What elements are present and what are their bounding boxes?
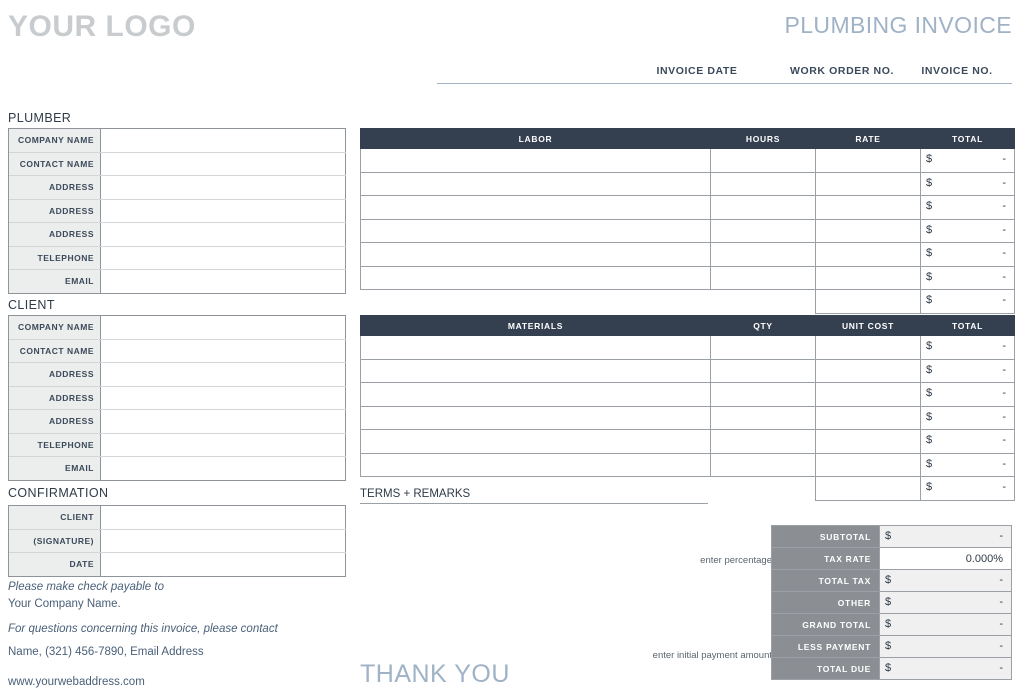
table-row[interactable]	[361, 383, 1015, 407]
currency-symbol: $	[926, 153, 933, 165]
materials-cell-total	[921, 453, 1015, 477]
labor-cell-total	[921, 219, 1015, 243]
labor-cell-hours[interactable]	[711, 196, 816, 220]
spacer	[361, 290, 711, 314]
labor-cell-hours[interactable]	[711, 266, 816, 290]
label: ADDRESS	[9, 200, 101, 223]
label: ADDRESS	[9, 387, 101, 410]
footer-payable-note: Please make check payable to	[8, 581, 164, 593]
materials-cell-desc[interactable]	[361, 383, 711, 407]
plumber-row-address-3[interactable]	[9, 223, 346, 247]
terms-divider	[360, 503, 708, 504]
currency-symbol: $	[885, 662, 892, 674]
labor-col-total: TOTAL	[921, 129, 1015, 149]
labor-cell-desc[interactable]	[361, 172, 711, 196]
labor-cell-rate[interactable]	[816, 149, 921, 173]
materials-cell-total	[921, 359, 1015, 383]
plumber-row-address-1[interactable]	[9, 176, 346, 200]
amount: -	[1002, 363, 1006, 376]
materials-cell-total	[921, 336, 1015, 360]
summary-label: TAX RATE	[772, 548, 880, 570]
materials-cell-unit-cost[interactable]	[816, 359, 921, 383]
labor-cell-hours[interactable]	[711, 243, 816, 267]
materials-cell-desc[interactable]	[361, 336, 711, 360]
currency-symbol: $	[926, 457, 933, 470]
materials-cell-unit-cost[interactable]	[816, 430, 921, 454]
label: COMPANY NAME	[9, 316, 101, 339]
materials-col-unit-cost: UNIT COST	[816, 316, 921, 336]
label: (SIGNATURE)	[9, 530, 101, 553]
currency-symbol: $	[926, 223, 933, 236]
materials-cell-qty[interactable]	[711, 336, 816, 360]
table-row[interactable]	[361, 196, 1015, 220]
labor-cell-desc[interactable]	[361, 196, 711, 220]
header-field-invoice-no: INVOICE NO.	[921, 65, 993, 77]
amount: -	[1002, 434, 1006, 446]
summary-label: TOTAL DUE	[772, 658, 880, 680]
currency-symbol: $	[926, 340, 933, 352]
header-field-invoice-date: INVOICE DATE	[656, 65, 738, 77]
currency-symbol: $	[926, 200, 933, 212]
summary-label: GRAND TOTAL	[772, 614, 880, 636]
amount: -	[1002, 270, 1006, 283]
footer-website: www.yourwebaddress.com	[8, 676, 145, 688]
value[interactable]	[101, 316, 346, 339]
materials-cell-desc[interactable]	[361, 359, 711, 383]
client-heading: CLIENT	[8, 298, 55, 312]
currency-symbol: $	[885, 530, 892, 542]
value[interactable]	[101, 223, 346, 246]
value[interactable]	[101, 530, 346, 553]
value[interactable]	[101, 176, 346, 199]
table-row[interactable]	[361, 172, 1015, 196]
labor-cell-rate[interactable]	[816, 243, 921, 267]
label: TELEPHONE	[9, 247, 101, 270]
amount: -	[999, 618, 1003, 630]
currency-symbol: $	[926, 410, 933, 423]
plumber-row-email[interactable]	[9, 270, 346, 294]
table-row[interactable]	[361, 453, 1015, 477]
footer-questions-note: For questions concerning this invoice, please contact	[8, 623, 278, 635]
labor-cell-rate[interactable]	[816, 172, 921, 196]
summary-label: SUBTOTAL	[772, 526, 880, 548]
summary-label: LESS PAYMENT	[772, 636, 880, 658]
materials-cell-qty[interactable]	[711, 406, 816, 430]
summary-value	[880, 658, 1012, 680]
amount: -	[999, 662, 1003, 674]
header-fields	[437, 65, 1012, 84]
summary-row-grand-total	[772, 614, 1012, 636]
labor-table	[360, 128, 1015, 314]
labor-cell-desc[interactable]	[361, 219, 711, 243]
labor-col-hours: HOURS	[711, 129, 816, 149]
currency-symbol: $	[885, 618, 892, 630]
table-row[interactable]	[361, 219, 1015, 243]
materials-cell-total	[921, 430, 1015, 454]
client-row-address-1[interactable]	[9, 363, 346, 387]
amount: -	[1002, 481, 1006, 493]
confirmation-row-client[interactable]	[9, 506, 346, 530]
materials-cell-unit-cost[interactable]	[816, 383, 921, 407]
less-payment-input[interactable]	[880, 636, 1012, 658]
labor-cell-rate[interactable]	[816, 196, 921, 220]
summary-row-subtotal	[772, 526, 1012, 548]
labor-total-row	[361, 290, 1015, 314]
plumber-row-address-2[interactable]	[9, 200, 346, 224]
labor-cell-total	[921, 243, 1015, 267]
summary-row-less-payment[interactable]	[772, 636, 1012, 658]
amount: -	[1002, 294, 1006, 306]
value[interactable]	[101, 434, 346, 457]
label: ADDRESS	[9, 410, 101, 433]
terms-input[interactable]	[360, 508, 708, 648]
label: TELEPHONE	[9, 434, 101, 457]
currency-symbol: $	[885, 596, 892, 608]
materials-total-value	[921, 477, 1015, 501]
materials-cell-total	[921, 383, 1015, 407]
materials-table	[360, 315, 1015, 501]
labor-cell-rate[interactable]	[816, 266, 921, 290]
value[interactable]	[101, 457, 346, 480]
label: ADDRESS	[9, 363, 101, 386]
materials-col-materials: MATERIALS	[361, 316, 711, 336]
plumber-row-telephone[interactable]	[9, 247, 346, 271]
labor-cell-desc[interactable]	[361, 243, 711, 267]
value[interactable]	[101, 200, 346, 223]
label: CONTACT NAME	[9, 153, 101, 176]
materials-table-header-row	[361, 316, 1015, 336]
summary-value	[880, 614, 1012, 636]
materials-cell-unit-cost[interactable]	[816, 453, 921, 477]
spacer	[711, 290, 816, 314]
table-row[interactable]	[361, 266, 1015, 290]
client-row-telephone[interactable]	[9, 434, 346, 458]
materials-cell-qty[interactable]	[711, 430, 816, 454]
currency-symbol: $	[926, 247, 933, 259]
amount: -	[1002, 153, 1006, 165]
label: ADDRESS	[9, 223, 101, 246]
confirmation-heading: CONFIRMATION	[8, 486, 109, 500]
client-row-address-2[interactable]	[9, 387, 346, 411]
currency-symbol: $	[926, 387, 933, 399]
materials-cell-unit-cost[interactable]	[816, 336, 921, 360]
amount: -	[999, 640, 1003, 652]
materials-col-qty: QTY	[711, 316, 816, 336]
labor-cell-desc[interactable]	[361, 149, 711, 173]
confirmation-row-date[interactable]	[9, 553, 346, 577]
currency-symbol: $	[926, 363, 933, 376]
table-row[interactable]	[361, 430, 1015, 454]
plumber-block	[8, 128, 346, 294]
summary-row-total-due	[772, 658, 1012, 680]
less-payment-hint: enter initial payment amount	[652, 650, 772, 661]
value[interactable]	[101, 153, 346, 176]
summary-label: OTHER	[772, 592, 880, 614]
materials-col-total: TOTAL	[921, 316, 1015, 336]
terms-label: TERMS + REMARKS	[360, 488, 471, 500]
footer-contact: Name, (321) 456-7890, Email Address	[8, 646, 204, 658]
currency-symbol: $	[926, 270, 933, 283]
plumber-row-company-name[interactable]	[9, 129, 346, 153]
amount: -	[1002, 200, 1006, 212]
page-title: PLUMBING INVOICE	[784, 12, 1012, 38]
label: EMAIL	[9, 270, 101, 293]
label: ADDRESS	[9, 176, 101, 199]
label: EMAIL	[9, 457, 101, 480]
amount: -	[999, 530, 1003, 542]
amount: -	[1002, 223, 1006, 236]
client-row-contact-name[interactable]	[9, 340, 346, 364]
materials-cell-qty[interactable]	[711, 359, 816, 383]
client-block	[8, 315, 346, 481]
footer-company-name: Your Company Name.	[8, 598, 121, 610]
labor-cell-total	[921, 266, 1015, 290]
labor-cell-total	[921, 196, 1015, 220]
materials-cell-unit-cost[interactable]	[816, 406, 921, 430]
labor-cell-total	[921, 149, 1015, 173]
amount: -	[1002, 410, 1006, 423]
plumber-row-contact-name[interactable]	[9, 153, 346, 177]
labor-total-label: TOTAL	[816, 290, 921, 314]
thank-you-text: THANK YOU	[360, 660, 510, 688]
summary-label: TOTAL TAX	[772, 570, 880, 592]
labor-col-labor: LABOR	[361, 129, 711, 149]
label: COMPANY NAME	[9, 129, 101, 152]
company-logo: YOUR LOGO	[8, 10, 196, 43]
value[interactable]	[101, 553, 346, 576]
materials-cell-desc[interactable]	[361, 453, 711, 477]
labor-cell-desc[interactable]	[361, 266, 711, 290]
client-row-company-name[interactable]	[9, 316, 346, 340]
amount: -	[1002, 457, 1006, 470]
value[interactable]	[101, 387, 346, 410]
amount: -	[1002, 387, 1006, 399]
value[interactable]	[101, 247, 346, 270]
value[interactable]	[101, 340, 346, 363]
labor-cell-hours[interactable]	[711, 172, 816, 196]
tax-rate-hint: enter percentage	[700, 555, 772, 566]
plumber-heading: PLUMBER	[8, 111, 72, 125]
materials-cell-qty[interactable]	[711, 453, 816, 477]
value[interactable]	[101, 129, 346, 152]
label: CONTACT NAME	[9, 340, 101, 363]
value[interactable]	[101, 270, 346, 293]
value[interactable]	[101, 410, 346, 433]
labor-cell-hours[interactable]	[711, 219, 816, 243]
labor-cell-rate[interactable]	[816, 219, 921, 243]
value[interactable]	[101, 363, 346, 386]
label: CLIENT	[9, 506, 101, 529]
table-row[interactable]	[361, 243, 1015, 267]
labor-total-value	[921, 290, 1015, 314]
header-field-work-order-no: WORK ORDER NO.	[789, 65, 895, 77]
currency-symbol: $	[885, 574, 892, 586]
currency-symbol: $	[926, 176, 933, 189]
table-row[interactable]	[361, 149, 1015, 173]
client-row-address-3[interactable]	[9, 410, 346, 434]
confirmation-block	[8, 505, 346, 577]
summary-value	[880, 526, 1012, 548]
summary-row-other[interactable]	[772, 592, 1012, 614]
spacer	[711, 477, 816, 501]
currency-symbol: $	[926, 294, 933, 306]
materials-cell-desc[interactable]	[361, 406, 711, 430]
materials-total-label: TOTAL	[816, 477, 921, 501]
tax-rate-input[interactable]: 0.000%	[880, 548, 1012, 570]
labor-table-header-row	[361, 129, 1015, 149]
currency-symbol: $	[885, 640, 892, 652]
value[interactable]	[101, 506, 346, 529]
amount: -	[999, 574, 1003, 586]
table-row[interactable]	[361, 406, 1015, 430]
summary-row-tax-rate[interactable]	[772, 548, 1012, 570]
table-row[interactable]	[361, 359, 1015, 383]
client-row-email[interactable]	[9, 457, 346, 481]
summary-row-total-tax	[772, 570, 1012, 592]
amount: -	[1002, 247, 1006, 259]
labor-cell-total	[921, 172, 1015, 196]
materials-cell-total	[921, 406, 1015, 430]
currency-symbol: $	[926, 481, 933, 493]
confirmation-row-signature[interactable]	[9, 530, 346, 554]
labor-col-rate: RATE	[816, 129, 921, 149]
amount: -	[1002, 340, 1006, 352]
materials-cell-qty[interactable]	[711, 383, 816, 407]
summary-value	[880, 570, 1012, 592]
currency-symbol: $	[926, 434, 933, 446]
amount: -	[999, 596, 1003, 608]
materials-cell-desc[interactable]	[361, 430, 711, 454]
summary-table	[771, 525, 1012, 680]
table-row[interactable]	[361, 336, 1015, 360]
other-input[interactable]	[880, 592, 1012, 614]
label: DATE	[9, 553, 101, 576]
labor-cell-hours[interactable]	[711, 149, 816, 173]
amount: -	[1002, 176, 1006, 189]
